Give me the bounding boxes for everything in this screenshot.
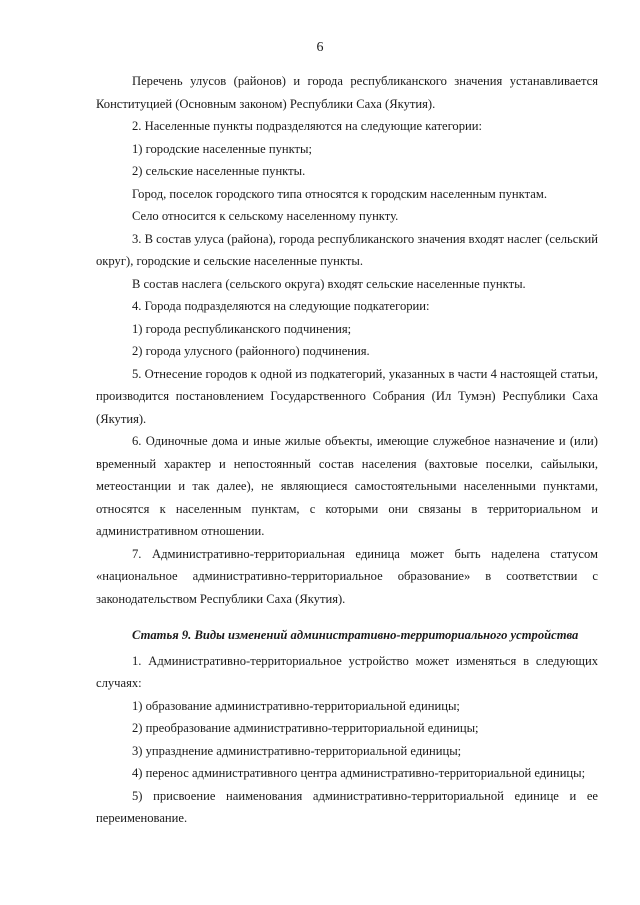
paragraph: 2. Населенные пункты подразделяются на следующие категории: bbox=[132, 119, 482, 133]
article-heading: Статья 9. Виды изменений административно-территориального устройства bbox=[132, 628, 579, 642]
list-item: 2) преобразование административно-территориальной единицы; bbox=[132, 721, 479, 735]
page-number: 6 bbox=[316, 40, 324, 55]
list-item: 2) города улусного (районного) подчинения. bbox=[132, 344, 370, 358]
document-body bbox=[96, 70, 598, 830]
list-item: 4) перенос административного центра административно-территориальной единицы; bbox=[132, 766, 586, 780]
paragraph: 3. В состав улуса (района), города республиканского значения входят наслег (сельский округ), городские и сельские населенные пункты. bbox=[96, 231, 598, 268]
paragraph: Город, поселок городского типа относятся к городским населенным пунктам. bbox=[132, 186, 547, 201]
paragraph: Перечень улусов (районов) и города республиканского значения устанавливается Конституцией (Основным законом) Республики Саха (Якутия). bbox=[96, 74, 598, 111]
list-item: 5) присвоение наименования административно-территориальной единице и ее переименование. bbox=[96, 788, 598, 825]
list-item: 3) упразднение административно-территориальной единицы; bbox=[132, 743, 462, 758]
paragraph: 4. Города подразделяются на следующие подкатегории: bbox=[132, 299, 430, 313]
list-item: 1) города республиканского подчинения; bbox=[132, 321, 352, 336]
paragraph: 7. Административно-территориальная единица может быть наделена статусом «национальное административно-территориальное образование» в соответствии с законодательством Республики Саха (Якутия). bbox=[96, 546, 598, 606]
paragraph: В состав наслега (сельского округа) входят сельские населенные пункты. bbox=[132, 276, 526, 291]
paragraph: 5. Отнесение городов к одной из подкатегорий, указанных в части 4 настоящей статьи, производится постановлением Государственного Собрания (Ил Тумэн) Республики Саха (Якутия). bbox=[96, 366, 598, 426]
list-item: 2) сельские населенные пункты. bbox=[132, 164, 306, 178]
list-item: 1) образование административно-территориальной единицы; bbox=[132, 698, 460, 713]
list-item: 1) городские населенные пункты; bbox=[132, 141, 313, 156]
paragraph: 1. Административно-территориальное устройство может изменяться в следующих случаях: bbox=[96, 653, 598, 690]
paragraph: Село относится к сельскому населенному пункту. bbox=[132, 209, 399, 223]
paragraph: 6. Одиночные дома и иные жилые объекты, имеющие служебное назначение и (или) временный характер и непостоянный состав населения (вахтовые поселки, сайылыки, метеостанции и так далее), не являющиеся самостоятельными населенными пунктами, относятся к населенным пунктам, с которыми они связаны в территориальном и административном отношении. bbox=[96, 434, 598, 538]
